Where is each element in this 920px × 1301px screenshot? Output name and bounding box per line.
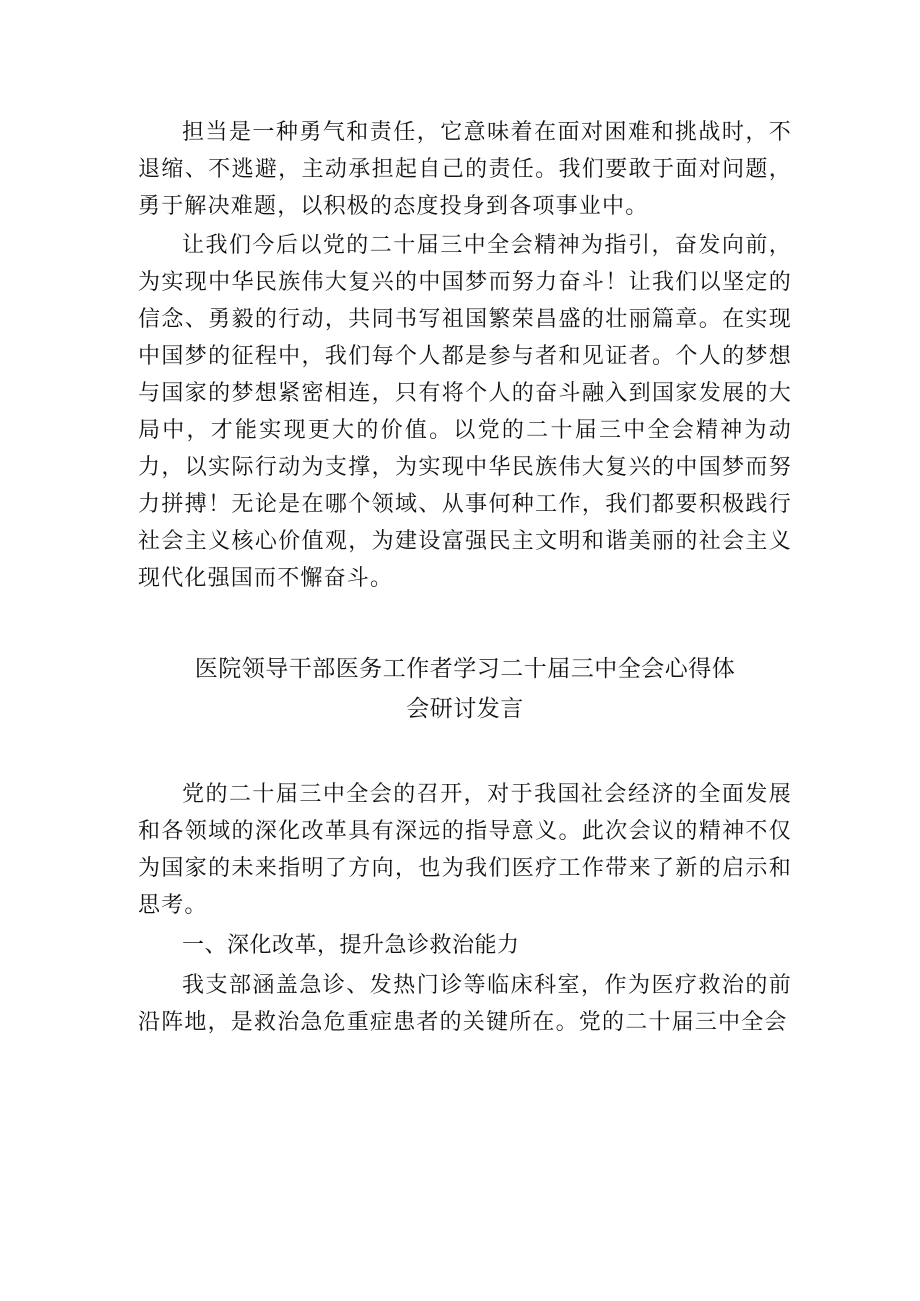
- paragraph-intro: 党的二十届三中全会的召开，对于我国社会经济的全面发展和各领域的深化改革具有深远的指导意义。此次会议的精神不仅为国家的未来指明了方向，也为我们医疗工作带来了新的启示和思考。: [138, 782, 792, 918]
- document-body: [138, 114, 792, 1041]
- article-title: [138, 649, 792, 729]
- article-title-line-1: 医院领导干部医务工作者学习二十届三中全会心得体: [194, 656, 736, 682]
- paragraph-section-1: 我支部涵盖急诊、发热门诊等临床科室，作为医疗救治的前沿阵地，是救治急危重症患者的关键所在。党的二十届三中全会: [138, 973, 792, 1035]
- paragraph-chinese-dream: 让我们今后以党的二十届三中全会精神为指引，奋发向前，为实现中华民族伟大复兴的中国梦而努力奋斗！让我们以坚定的信念、勇毅的行动，共同书写祖国繁荣昌盛的壮丽篇章。在实现中国梦的征程中，我们每个人都是参与者和见证者。个人的梦想与国家的梦想紧密相连，只有将个人的奋斗融入到国家发展的大局中，才能实现更大的价值。以党的二十届三中全会精神为动力，以实际行动为支撑，为实现中华民族伟大复兴的中国梦而努力拼搏！无论是在哪个领域、从事何种工作，我们都要积极践行社会主义核心价值观，为建设富强民主文明和谐美丽的社会主义现代化强国而不懈奋斗。: [138, 233, 792, 591]
- paragraph-responsibility: 担当是一种勇气和责任，它意味着在面对困难和挑战时，不退缩、不逃避，主动承担起自己的责任。我们要敢于面对问题，勇于解决难题，以积极的态度投身到各项事业中。: [138, 120, 792, 219]
- article-title-line-2: 会研讨发言: [406, 696, 524, 722]
- section-heading-1: 一、深化改革，提升急诊救治能力: [182, 933, 520, 958]
